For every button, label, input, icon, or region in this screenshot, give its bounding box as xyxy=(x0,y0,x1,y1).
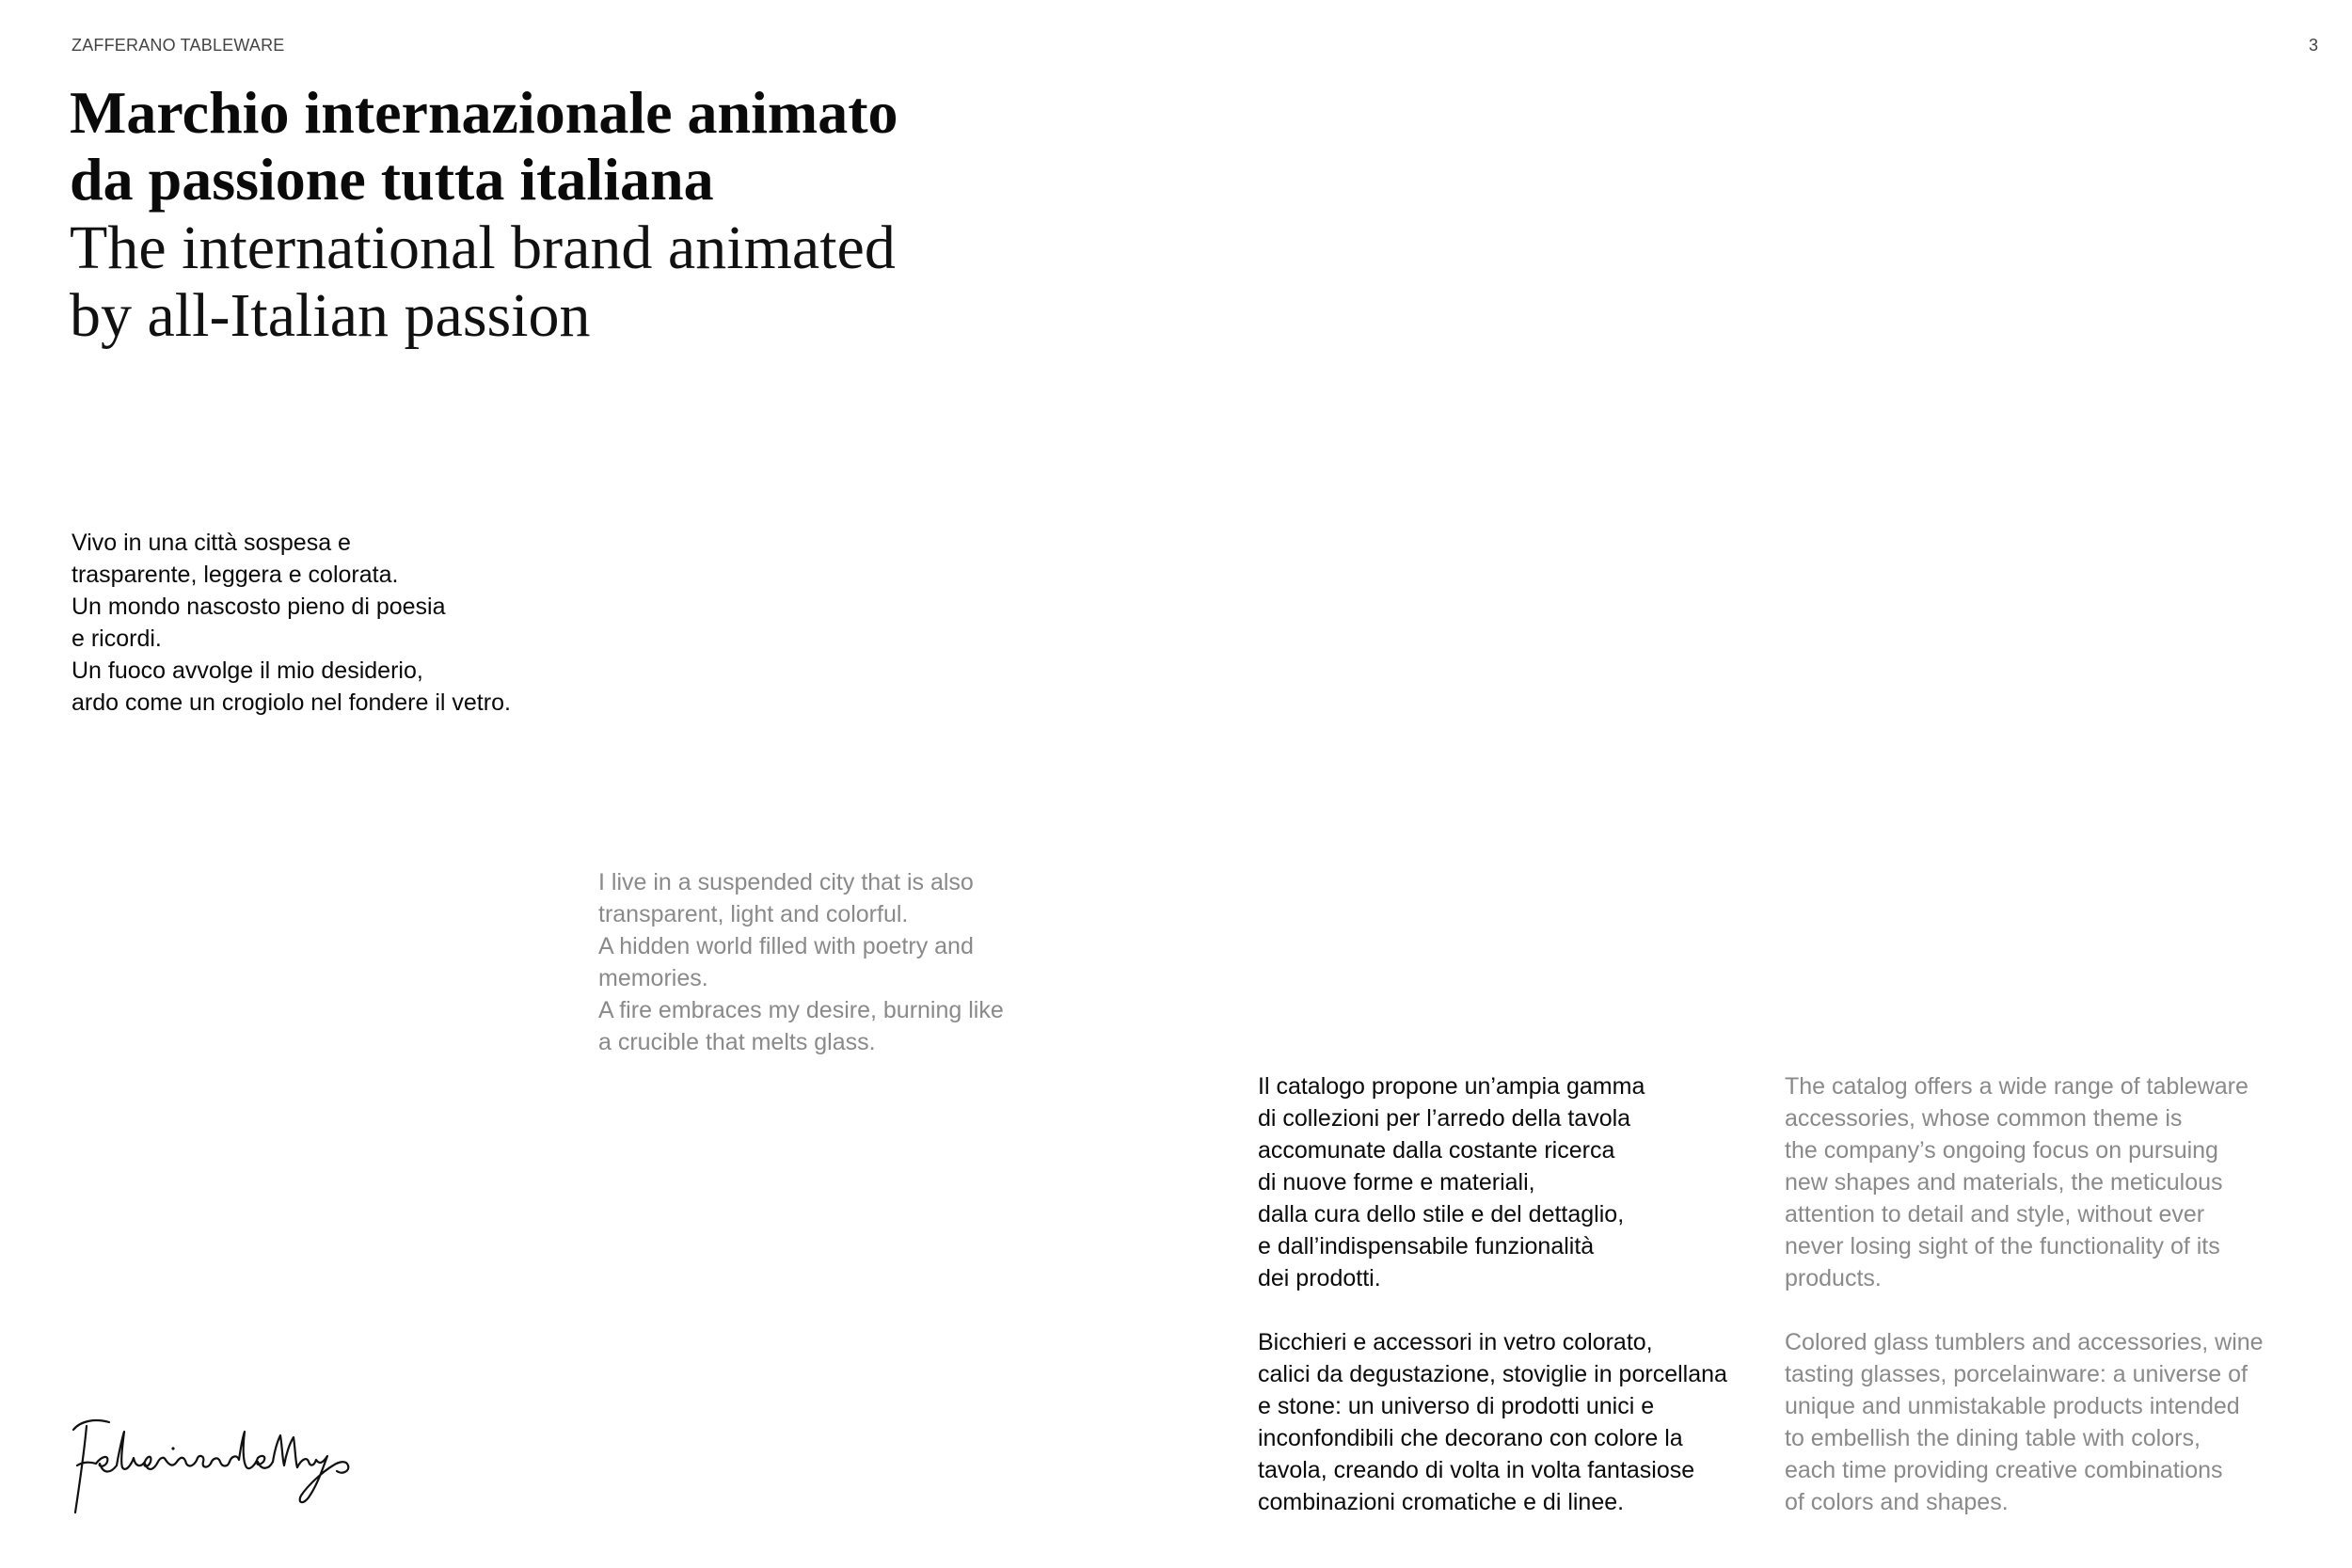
poem-english-line: transparent, light and colorful. xyxy=(598,901,909,927)
poem-italian-line: Un mondo nascosto pieno di poesia xyxy=(72,594,446,620)
catalog-italian-line: Il catalogo propone un’ampia gamma xyxy=(1258,1073,1645,1100)
title-english xyxy=(70,214,1104,350)
catalog-italian-line: dalla cura dello stile e del dettaglio, xyxy=(1258,1201,1625,1227)
catalog-italian-line: dei prodotti. xyxy=(1258,1265,1381,1291)
catalog-english-line: the company’s ongoing focus on pursuing xyxy=(1785,1137,2218,1164)
catalog-english-paragraph-2 xyxy=(1785,1326,2312,1518)
poem-english xyxy=(598,866,1004,1058)
catalog-english-line: attention to detail and style, without ever xyxy=(1785,1201,2205,1227)
catalog-italian-line: calici da degustazione, stoviglie in porcellana xyxy=(1258,1361,1727,1387)
poem-italian-line: Vivo in una città sospesa e xyxy=(72,530,351,556)
poem-english-line: A fire embraces my desire, burning like xyxy=(598,997,1004,1023)
catalog-english-line: of colors and shapes. xyxy=(1785,1489,2009,1515)
catalog-italian xyxy=(1258,1070,1766,1518)
title-italian xyxy=(70,79,1104,213)
catalog-english-paragraph-1 xyxy=(1785,1070,2312,1294)
poem-italian-line: ardo come un crogiolo nel fondere il vetro. xyxy=(72,689,511,716)
poem-english-line: A hidden world filled with poetry and xyxy=(598,933,974,959)
signature xyxy=(68,1409,359,1522)
title-english-line: The international brand animated xyxy=(70,214,896,282)
poem-english-line: memories. xyxy=(598,965,708,991)
catalog-italian-paragraph-2 xyxy=(1258,1326,1766,1518)
catalog-italian-line: inconfondibili che decorano con colore la xyxy=(1258,1425,1683,1451)
catalog-italian-line: tavola, creando di volta in volta fantasiose xyxy=(1258,1457,1695,1483)
catalog-italian-line: e dall’indispensabile funzionalità xyxy=(1258,1233,1595,1259)
poem-italian xyxy=(72,527,511,719)
poem-english-line: a crucible that melts glass. xyxy=(598,1029,876,1055)
title-italian-line: Marchio internazionale animato xyxy=(70,79,898,146)
catalog-english-line: to embellish the dining table with colors, xyxy=(1785,1425,2201,1451)
catalog-english-line: accessories, whose common theme is xyxy=(1785,1105,2183,1132)
catalog-italian-line: e stone: un universo di prodotti unici e xyxy=(1258,1393,1655,1419)
catalog-english-line: unique and unmistakable products intended xyxy=(1785,1393,2240,1419)
title-english-line: by all-Italian passion xyxy=(70,281,591,350)
poem-italian-line: Un fuoco avvolge il mio desiderio, xyxy=(72,657,423,684)
catalog-italian-line: di nuove forme e materiali, xyxy=(1258,1169,1535,1196)
catalog-english-line: tasting glasses, porcelainware: a universe of xyxy=(1785,1361,2248,1387)
catalog-english-line: never losing sight of the functionality of its xyxy=(1785,1233,2220,1259)
catalog-english-line: new shapes and materials, the meticulous xyxy=(1785,1169,2223,1196)
poem-italian-line: e ricordi. xyxy=(72,626,162,652)
paragraph-gap xyxy=(1258,1294,1766,1326)
catalog-italian-line: accomunate dalla costante ricerca xyxy=(1258,1137,1615,1164)
catalog-italian-line: Bicchieri e accessori in vetro colorato, xyxy=(1258,1329,1653,1355)
catalog-italian-paragraph-1 xyxy=(1258,1070,1766,1294)
catalog-english-line: Colored glass tumblers and accessories, wine xyxy=(1785,1329,2264,1355)
catalog-italian-line: combinazioni cromatiche e di linee. xyxy=(1258,1489,1625,1515)
catalog-english-line: products. xyxy=(1785,1265,1882,1291)
poem-italian-line: trasparente, leggera e colorata. xyxy=(72,562,399,588)
catalog-english xyxy=(1785,1070,2312,1518)
catalog-english-line: each time providing creative combinations xyxy=(1785,1457,2223,1483)
paragraph-gap xyxy=(1785,1294,2312,1326)
catalog-english-line: The catalog offers a wide range of tableware xyxy=(1785,1073,2249,1100)
catalog-italian-line: di collezioni per l’arredo della tavola xyxy=(1258,1105,1631,1132)
poem-english-line: I live in a suspended city that is also xyxy=(598,869,974,895)
running-head-brand: ZAFFERANO TABLEWARE xyxy=(72,36,285,55)
title-italian-line: da passione tutta italiana xyxy=(70,146,714,213)
page-number: 3 xyxy=(2308,36,2318,55)
